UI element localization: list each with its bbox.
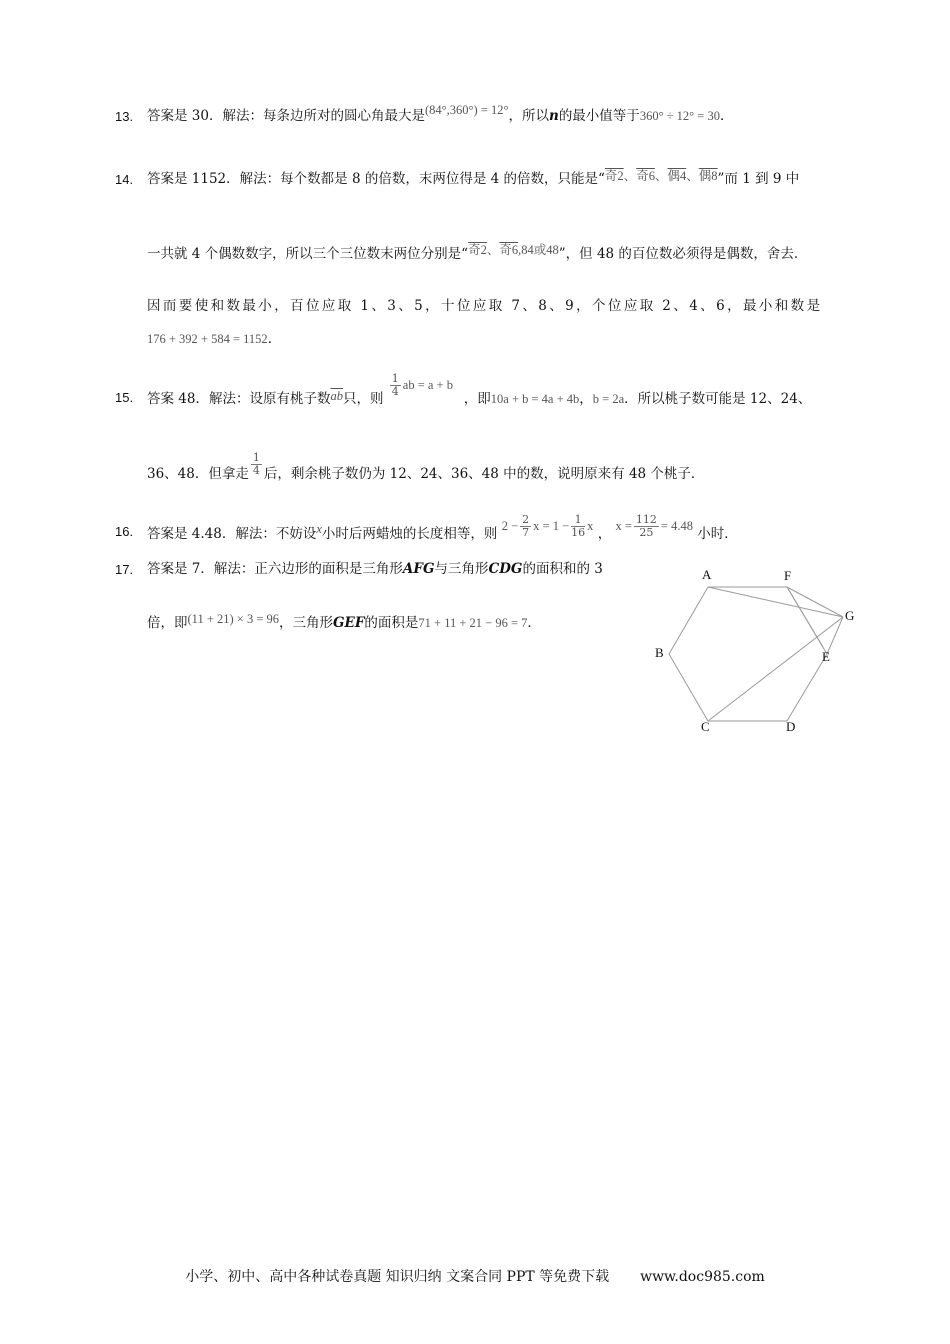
- span: ．: [527, 615, 541, 631]
- span: 的面积和的 3: [522, 561, 603, 577]
- label-e: E: [822, 649, 830, 664]
- q14-sum-formula: 176 + 392 + 584 = 1152: [147, 332, 268, 346]
- q13-line: [147, 103, 734, 125]
- span: 的面积是: [364, 615, 419, 631]
- q15-line2-a: 36、48．但拿走: [147, 466, 249, 482]
- q14-line2-text-a: 一共就 4 个偶数数字，所以三个三位数末两位分别是“: [147, 246, 469, 262]
- q15-text-b: 只，则: [342, 391, 384, 407]
- segment-fd: [787, 587, 823, 647]
- span: x: [587, 519, 594, 533]
- span: 与三角形: [434, 561, 489, 577]
- q14-option-4: 偶8: [698, 169, 718, 183]
- q15-eq3: b = 2a: [592, 392, 625, 406]
- q17-tri-afg: AFG: [402, 561, 435, 577]
- q15-number: 15.: [115, 390, 134, 405]
- span: 7: [522, 526, 530, 539]
- span: ，: [579, 391, 593, 407]
- q17-tri-gef: GEF: [333, 615, 365, 631]
- q17-formula-result: 71 + 11 + 21 − 96 = 7: [418, 616, 528, 630]
- hexagon-outline: [669, 587, 827, 721]
- q13-text-c: 的最小值等于: [558, 108, 640, 124]
- q15-line1: [147, 372, 812, 412]
- segment-cg: [708, 617, 843, 721]
- span: 1: [252, 451, 260, 464]
- span: 112: [635, 513, 657, 526]
- q17-formula-hex: (11 + 21) × 3 = 96: [187, 612, 280, 626]
- q15-text-a: 答案 48．解法：设原有桃子数: [147, 391, 331, 407]
- span: 2 −: [501, 519, 519, 533]
- span: 16: [571, 526, 586, 539]
- span: 倍，即: [147, 615, 188, 631]
- footer-text: 小学、初中、高中各种试卷真题 知识归纳 文案合同 PPT 等免费下载: [185, 1269, 610, 1285]
- q15-frac-num: 1: [391, 372, 399, 385]
- q13-text-a: 答案是 30．解法：每条边所对的圆心角最大是: [147, 108, 425, 124]
- q17-tri-cdg: CDG: [488, 561, 523, 577]
- q14-option-2: 奇6: [636, 169, 655, 183]
- q14-option-1: 奇2: [604, 169, 624, 183]
- span: ，三角形: [279, 615, 334, 631]
- q15-line2: [147, 451, 705, 487]
- sep: 、: [623, 169, 637, 183]
- q14-number: 14.: [115, 172, 134, 187]
- span: 1: [571, 514, 585, 527]
- q17-line1: [147, 560, 603, 578]
- span: 2: [522, 513, 530, 526]
- q15-var-ab: $\overline{ab}$: [330, 389, 343, 403]
- segment-ag: [708, 587, 843, 617]
- q15-frac-den: 4: [391, 385, 399, 398]
- q16-text-a: 答案是 4.48．解法：不妨设: [147, 526, 317, 542]
- label-b: B: [655, 645, 664, 660]
- q17-number: 17.: [115, 562, 134, 577]
- span: = 4.48: [660, 519, 693, 533]
- q13-formula-gcd: (84°,360°) = 12°: [424, 103, 509, 117]
- label-a: A: [702, 567, 712, 582]
- q16-var-x: x: [316, 522, 322, 536]
- q14-option-3: 偶4: [667, 169, 687, 183]
- label-d: D: [786, 719, 796, 734]
- span: 答案是 7．解法：正六边形的面积是三角形: [147, 561, 403, 577]
- q14-line2-text-b: ”，但 48 的百位数必须得是偶数，舍去．: [558, 246, 808, 262]
- span: ，: [597, 526, 612, 542]
- q14-text-a: 答案是 1152．解法：每个数都是 8 的倍数，末两位得是 4 的倍数，只能是“: [147, 171, 605, 187]
- span: x =: [615, 519, 632, 533]
- q15-text-e: ．所以桃子数可能是 12、24、: [624, 391, 812, 407]
- q17-line2: [147, 614, 541, 632]
- q14-ending-3: ,84或48: [518, 243, 559, 257]
- q16-number: 16.: [115, 524, 134, 539]
- q15-text-c: ，即: [463, 391, 491, 407]
- span: 25: [639, 526, 654, 539]
- q14-text-b: ”而 1 到 9 中: [717, 171, 800, 187]
- q14-ending-2: 奇6: [499, 243, 519, 257]
- page-footer: [0, 1266, 950, 1286]
- q13-formula-result: 360° ÷ 12° = 30: [639, 109, 720, 123]
- q14-line2: [147, 245, 807, 263]
- q16-line: [147, 513, 738, 547]
- q13-number: 13.: [115, 109, 134, 124]
- q15-line2-b: 后，剩余桃子数仍为 12、24、36、48 中的数，说明原来有 48 个桃子．: [263, 466, 705, 482]
- sep: 、: [486, 243, 500, 257]
- q14-line1: [147, 170, 799, 188]
- footer-site-link[interactable]: www.doc985.com: [640, 1269, 765, 1285]
- q13-text-d: ．: [719, 108, 734, 124]
- q16-text-b: 小时后两蜡烛的长度相等，则: [321, 526, 498, 542]
- hexagon-figure: [640, 560, 870, 740]
- q13-text-b: ，所以: [508, 108, 549, 124]
- label-c: C: [701, 719, 710, 734]
- q13-var-n: n: [548, 108, 559, 124]
- label-g: G: [845, 608, 855, 623]
- sep: 、: [654, 169, 668, 183]
- span: x = 1 −: [533, 519, 570, 533]
- q16-text-d: 小时．: [697, 526, 738, 542]
- sep: 、: [686, 169, 699, 183]
- q14-line3: 因而要使和数最小，百位应取 1、3、5，十位应取 7、8、9，个位应取 2、4、6，最小和数是: [147, 298, 823, 314]
- label-f: F: [784, 568, 792, 583]
- span: 4: [252, 464, 260, 477]
- span: ．: [267, 331, 282, 347]
- q15-eq2: 10a + b = 4a + 4b: [490, 392, 580, 406]
- q15-eq1: ab = a + b: [402, 378, 453, 392]
- q14-ending-1: 奇2: [468, 243, 487, 257]
- q14-line4: [147, 330, 281, 348]
